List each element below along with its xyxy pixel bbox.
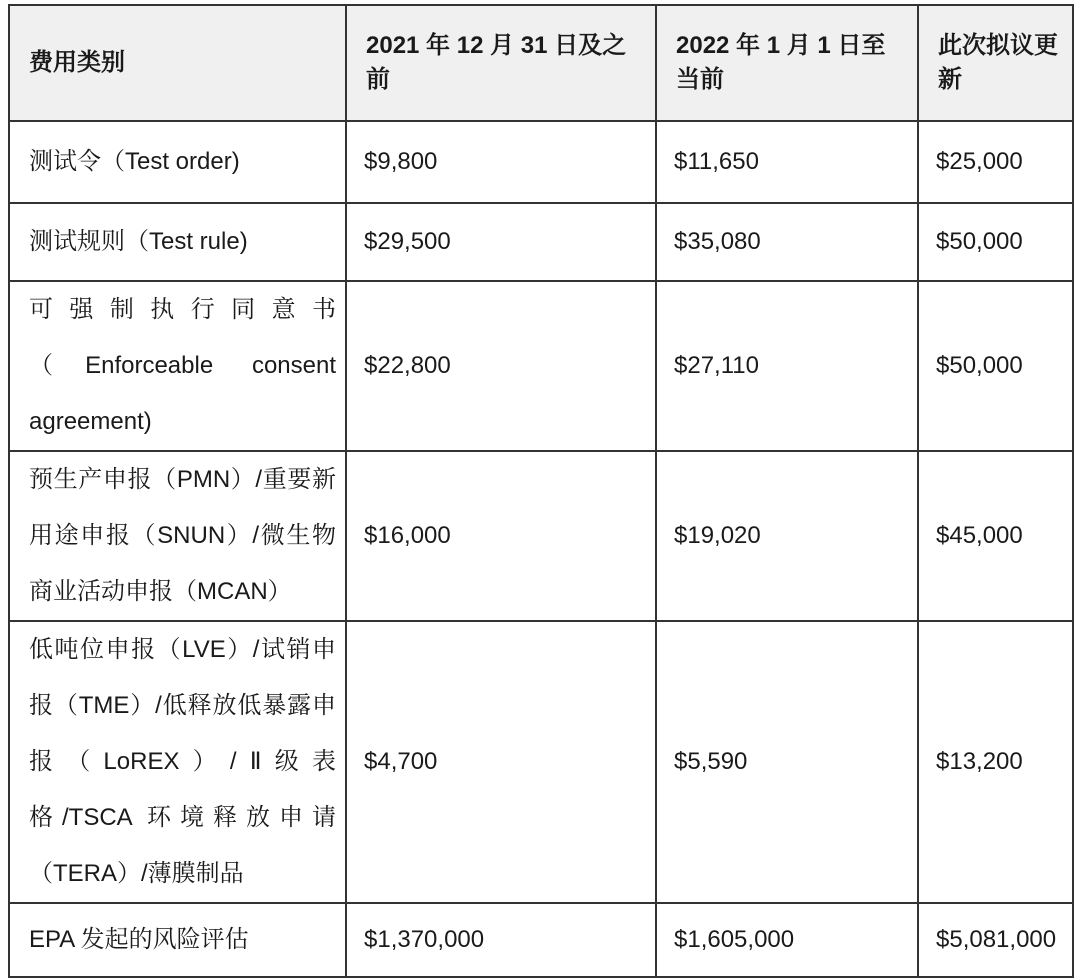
fee-2022-cell: $27,110 [656, 281, 918, 451]
table-row [9, 621, 1073, 903]
fee-2021-cell: $16,000 [346, 451, 656, 621]
table-row [9, 281, 1073, 451]
fee-proposed-cell: $50,000 [918, 281, 1073, 451]
fee-proposed-cell: $50,000 [918, 203, 1073, 281]
fee-category-cell: 低吨位申报（LVE）/试销申报（TME）/低释放低暴露申报（LoREX）/Ⅱ级表格/TSCA 环境释放申请（TERA）/薄膜制品 [9, 621, 346, 903]
column-header-from-2022: 2022 年 1 月 1 日至当前 [656, 5, 918, 121]
fee-category-cell: 预生产申报（PMN）/重要新用途申报（SNUN）/微生物商业活动申报（MCAN） [9, 451, 346, 621]
fee-category-cell: EPA 发起的风险评估 [9, 903, 346, 977]
fee-proposed-cell: $25,000 [918, 121, 1073, 203]
fee-2022-cell: $1,605,000 [656, 903, 918, 977]
fee-category-cell: 可强制执行同意书（Enforceable consent agreement) [9, 281, 346, 451]
fee-2021-cell: $1,370,000 [346, 903, 656, 977]
fee-2022-cell: $11,650 [656, 121, 918, 203]
table-row [9, 903, 1073, 977]
fee-category-cell: 测试令（Test order) [9, 121, 346, 203]
fee-2021-cell: $4,700 [346, 621, 656, 903]
fee-2022-cell: $19,020 [656, 451, 918, 621]
column-header-fee-category: 费用类别 [9, 5, 346, 121]
fee-proposed-cell: $45,000 [918, 451, 1073, 621]
column-header-before-2021: 2021 年 12 月 31 日及之前 [346, 5, 656, 121]
table-row [9, 121, 1073, 203]
fee-proposed-cell: $5,081,000 [918, 903, 1073, 977]
column-header-proposed-update: 此次拟议更新 [918, 5, 1073, 121]
fee-proposed-cell: $13,200 [918, 621, 1073, 903]
fee-category-cell: 测试规则（Test rule) [9, 203, 346, 281]
header-row [9, 5, 1073, 121]
table-row [9, 203, 1073, 281]
fee-2021-cell: $29,500 [346, 203, 656, 281]
fee-2021-cell: $22,800 [346, 281, 656, 451]
fee-2022-cell: $5,590 [656, 621, 918, 903]
fee-table [8, 4, 1074, 978]
fee-2021-cell: $9,800 [346, 121, 656, 203]
table-row [9, 451, 1073, 621]
fee-2022-cell: $35,080 [656, 203, 918, 281]
